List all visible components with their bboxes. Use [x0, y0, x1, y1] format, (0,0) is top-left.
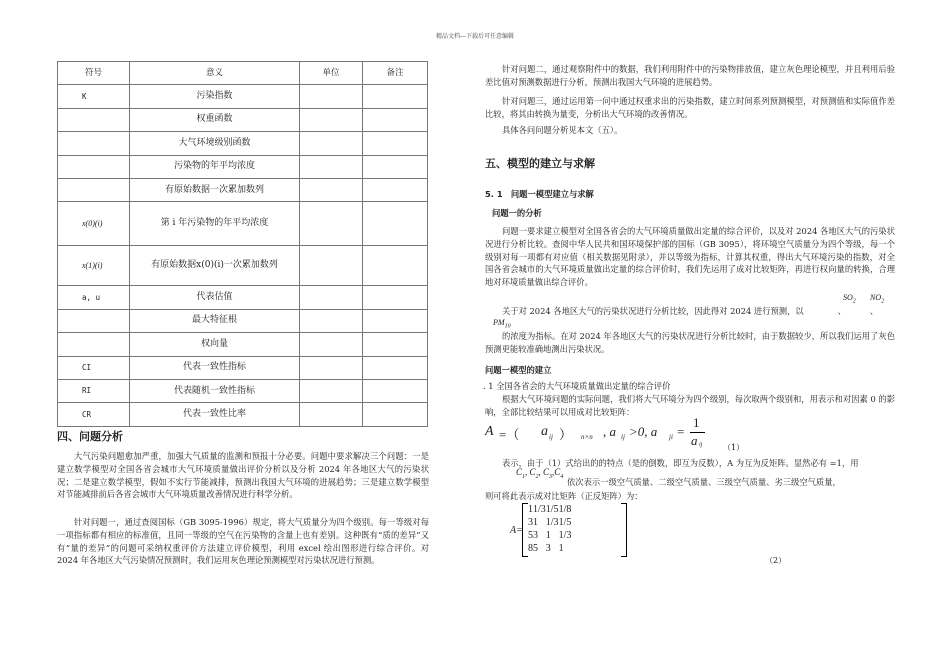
symbol-cell: CR — [58, 403, 130, 426]
matrix-cell: 1/8 — [558, 504, 572, 515]
unit-cell — [300, 286, 363, 309]
right-paragraph-7: 表示，由于（1）式给出的的特点（是的倒数，即互为反数），A 为互为反矩阵。显然必有 =1，用 — [502, 458, 859, 468]
right-paragraph-2: 针对问题三，通过运用第一问中通过权重求出的污染指数，建立时间系列预测模型，对预测值和实际值作差比较，将其由转换为量变，分析出大气环境的改善情况。 — [485, 96, 895, 119]
unit-cell — [300, 246, 363, 286]
so2-subscript: 2 — [852, 298, 856, 305]
header-unit: 单位 — [300, 62, 363, 85]
problem-1-build-heading: 问题一模型的建立 — [485, 365, 552, 375]
no2-label: NO — [870, 293, 882, 302]
meaning-cell: 代表估值 — [130, 286, 300, 309]
meaning-cell: 有原始数据x(0)(i)一次累加数列 — [130, 246, 300, 286]
matrix-cell: 1/3 — [545, 517, 559, 528]
c3-label: C — [543, 467, 550, 477]
symbol-cell: CI — [58, 356, 130, 379]
symbol-cell — [58, 309, 130, 332]
table-row — [58, 403, 428, 426]
eq-denominator: a — [691, 433, 698, 448]
table-row — [58, 309, 428, 332]
symbol-cell: K — [58, 85, 130, 108]
meaning-cell: 代表一致性指标 — [130, 356, 300, 379]
meaning-cell: 大气环境级别函数 — [130, 132, 300, 155]
c-symbols: $C_1$, $C_2$, $C_3,C_4$ — [516, 467, 564, 480]
right-paragraph-3: 具体各问问题分析见本文（五）。 — [502, 125, 623, 135]
right-paragraph-7b: 依次表示一级空气质量、二级空气质量、三级空气质量、劣三级空气质量， — [567, 477, 841, 487]
matrix-label: A= — [510, 525, 523, 536]
symbol-cell: x(1)(i) — [58, 246, 130, 286]
matrix-cell: 1 — [558, 543, 564, 554]
meaning-cell: 第 i 年污染物的年平均浓度 — [130, 202, 300, 246]
sec4-paragraph-1: 大气污染问题愈加严重，加强大气质量的监测和预报十分必要。问题中要求解决三个问题：一是建立数学模型对全国各省会城市大气环境质量做出评价分析以及分析 2024 年各地区大气的污染状况；二是建立数学模型，假如不实行节能减排，预测出我国大气环境的进展趋势；三是建立数学模型对节能减排前后各省会城市大气环境质量改善情况进行科学分析。 — [57, 451, 429, 500]
matrix-cell: 1/3 — [533, 504, 546, 515]
no2-subscript: 2 — [881, 298, 885, 305]
eq-gt: >0, a — [629, 424, 658, 439]
eq-close-paren: ） — [559, 427, 573, 442]
meaning-cell: 污染物的年平均浓度 — [130, 155, 300, 178]
section-4-title: 四、问题分析 — [57, 430, 123, 443]
remark-cell — [363, 286, 428, 309]
header-meaning: 意义 — [130, 62, 300, 85]
subsection-5-1-title: 5. 1 问题一模型建立与求解 — [485, 189, 594, 199]
right-paragraph-4: 问题一要求建立模型对全国各省会的大气环境质量做出定量的综合评价，以及对 2024 各地区大气的污染状况进行分析比较。查阅中华人民共和国环境保护部的国标（GB 3095），将环境空气质量分为四个等级，每一个级别对每一项都有对应值（相关数据见附录），并以等级为指标，计算其权重，得出大气环境污染的指数，对全国各省会城市的大气环境质量做出定量的综合评价时，我们先运用了成对比较矩阵，再进行权向量的转换，合理地对环境质量做出综合评价。 — [485, 226, 895, 288]
remark-cell — [363, 202, 428, 246]
eq-number-2: （2） — [765, 556, 787, 565]
matrix-cell: 1/5 — [558, 517, 572, 528]
c3-subscript: 3 — [549, 473, 553, 480]
unit-cell — [300, 333, 363, 356]
symbol-cell: x(0)(i) — [58, 202, 130, 246]
table-row — [58, 356, 428, 379]
meaning-cell: 污染指数 — [130, 85, 300, 108]
table-row — [58, 246, 428, 286]
unit-cell — [300, 309, 363, 332]
eq-numerator: 1 — [693, 415, 700, 430]
eq-denominator-sub: ij — [699, 442, 703, 448]
table-row — [58, 85, 428, 108]
matrix-cell: 8 — [528, 543, 533, 554]
right-paragraph-5a — [502, 305, 902, 318]
table-row — [58, 333, 428, 356]
eq-A: A — [485, 424, 494, 439]
remark-cell — [363, 379, 428, 402]
remark-cell — [363, 246, 428, 286]
remark-cell — [363, 108, 428, 131]
meaning-cell: 权重函数 — [130, 108, 300, 131]
meaning-cell: 代表随机一致性指标 — [130, 379, 300, 402]
c4-label: C — [554, 467, 561, 477]
matrix-cell: 1 — [533, 517, 538, 528]
sec4-paragraph-2: 针对问题一，通过查阅国标（GB 3095-1996）规定，将大气质量分为四个级别。每一等级对每一项指标都有相应的标准值，且同一等级的空气在污染物的含量上也有差别。这种既有“质的差异”又有“量的差异”的问题可采纳权重评价方法建立评价模型，利用 excel 绘出图形进行综合评价。对 2024 年各地区大气污染情况预测时，我们运用灰色理论预测模型对污染状况进行预测。 — [57, 517, 429, 566]
symbol-cell: RI — [58, 379, 130, 402]
unit-cell — [300, 356, 363, 379]
right-paragraph-5b: 的浓度为指标。在对 2024 年各地区大气的污染状况进行分析比较时，由于数据较少，所以我们运用了灰色预测更能较准确地测出污染状况。 — [485, 331, 895, 354]
matrix-values — [528, 503, 571, 555]
remark-cell — [363, 356, 428, 379]
right-paragraph-1: 针对问题二，通过观察附件中的数据，我们利用附件中的污染物排放值，建立灰色理论模型，并且利用后验差比值对预测数据进行分析，预测出我国大气环境的进展趋势。 — [485, 64, 895, 87]
symbol-cell — [58, 155, 130, 178]
no2-formula — [870, 293, 884, 305]
c2-subscript: 2 — [535, 473, 539, 480]
matrix-cell: 5 — [528, 530, 533, 541]
eq-cond1: , a — [603, 424, 616, 439]
symbol-cell — [58, 333, 130, 356]
c1-subscript: 1 — [522, 473, 526, 480]
matrix-row — [528, 503, 571, 516]
matrix-cell: 1 — [545, 530, 551, 541]
remark-cell — [363, 178, 428, 201]
remark-cell — [363, 333, 428, 356]
right-paragraph-8: 则可将此表示成对比矩阵（正反矩阵）为： — [485, 491, 643, 501]
symbol-cell — [58, 132, 130, 155]
unit-cell — [300, 108, 363, 131]
matrix-cell: 3 — [528, 517, 533, 528]
c2-label: C — [529, 467, 536, 477]
matrix-row — [528, 516, 571, 529]
matrix-cell: 1 — [528, 504, 533, 515]
symbol-cell — [58, 178, 130, 201]
subsection-line: . 1 全国各省会的大气环境质量做出定量的综合评价 — [483, 381, 671, 391]
meaning-cell: 代表一致性比率 — [130, 403, 300, 426]
pm10-subscript: 10 — [504, 323, 511, 330]
eq-a: a — [541, 424, 548, 439]
table-row — [58, 178, 428, 201]
matrix-cell: 5 — [533, 543, 538, 554]
table-header-row — [58, 62, 428, 85]
table-row — [58, 132, 428, 155]
matrix-cell: 1/3 — [558, 530, 572, 541]
problem-1-analysis-heading: 问题一的分析 — [492, 208, 542, 218]
so2-formula — [843, 293, 856, 305]
so2-label: SO — [843, 293, 853, 302]
remark-cell — [363, 85, 428, 108]
eq-ij2-sub: ij — [621, 433, 625, 441]
pm10-label: PM — [493, 318, 505, 327]
section-5-title: 五、模型的建立与求解 — [485, 157, 595, 170]
symbol-cell — [58, 108, 130, 131]
matrix-right-bracket — [621, 503, 627, 557]
pm10-formula — [493, 318, 511, 330]
unit-cell — [300, 178, 363, 201]
unit-cell — [300, 202, 363, 246]
eq-ji-sub: ji — [669, 433, 673, 441]
meaning-cell: 最大特征根 — [130, 309, 300, 332]
meaning-cell: 有原始数据一次累加数列 — [130, 178, 300, 201]
eq-equals: = — [677, 424, 685, 439]
unit-cell — [300, 379, 363, 402]
eq-number-1: （1） — [723, 443, 745, 452]
unit-cell — [300, 403, 363, 426]
remark-cell — [363, 155, 428, 178]
equation-1 — [485, 415, 905, 456]
unit-cell — [300, 155, 363, 178]
remark-cell — [363, 309, 428, 332]
right-paragraph-6: 根据大气环境问题的实际问题，我们将大气环境分为四个级别，每次取两个级别和，用表示和对因素 0 的影响，全部比较结果可以用成对比较矩阵： — [485, 394, 895, 417]
matrix-row — [528, 542, 571, 555]
paragraph-5a-text: 关于对 2024 各地区大气的污染状况进行分析比较，因此得对 2024 进行预测，以 — [502, 306, 804, 316]
table-row — [58, 202, 428, 246]
c1-label: C — [516, 467, 523, 477]
matrix-row — [528, 529, 571, 542]
symbol-table — [57, 61, 428, 427]
separator-2: 、 — [869, 306, 879, 316]
matrix-cell: 3 — [533, 530, 538, 541]
separator-1: 、 — [837, 306, 842, 316]
table-row — [58, 286, 428, 309]
meaning-cell: 权向量 — [130, 333, 300, 356]
header-symbol: 符号 — [58, 62, 130, 85]
table-row — [58, 155, 428, 178]
matrix-cell: 3 — [545, 543, 551, 554]
eq-ij-sub: ij — [549, 433, 553, 441]
table-row — [58, 379, 428, 402]
remark-cell — [363, 403, 428, 426]
remark-cell — [363, 132, 428, 155]
c4-subscript: 4 — [560, 473, 564, 480]
unit-cell — [300, 132, 363, 155]
unit-cell — [300, 85, 363, 108]
matrix-cell: 1/5 — [545, 504, 559, 515]
eq-equals-paren: =（ — [499, 427, 520, 442]
eq-nn-sub: n×n — [581, 433, 593, 441]
symbol-cell: a, u — [58, 286, 130, 309]
header-remark: 备注 — [363, 62, 428, 85]
page-header: 精品文档---下载后可任意编辑 — [435, 33, 515, 40]
table-row — [58, 108, 428, 131]
